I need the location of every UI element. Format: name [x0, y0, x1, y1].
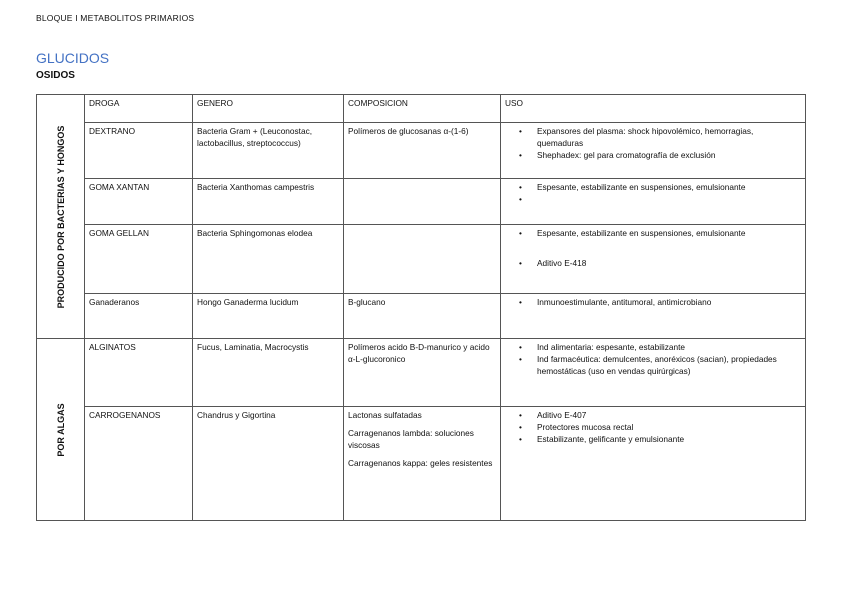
document-header: BLOQUE I METABOLITOS PRIMARIOS: [36, 13, 195, 23]
column-header-genero: GENERO: [193, 95, 344, 123]
uso-list: [505, 125, 801, 161]
genero-cell: Chandrus y Gigortina: [193, 407, 344, 521]
genero-cell: Bacteria Xanthomas campestris: [193, 179, 344, 225]
uso-item: • Estabilizante, gelificante y emulsionante: [537, 433, 801, 445]
uso-list: [505, 296, 801, 308]
composicion-text: Polímeros de glucosanas α-(1-6): [348, 126, 469, 136]
uso-item: • Expansores del plasma: shock hipovolémico, hemorragias, quemaduras: [537, 125, 801, 149]
uso-item: [537, 193, 801, 205]
uso-cell: [501, 179, 806, 225]
composicion-text: Carragenanos lambda: soluciones viscosas: [348, 428, 474, 450]
uso-item: • Aditivo E-418: [537, 257, 801, 269]
uso-cell: [501, 225, 806, 294]
composicion-text: Polímeros acido B-D-manurico y acido α-L-glucoronico: [348, 342, 490, 364]
genero-cell: Bacteria Gram + (Leuconostac, lactobacillus, streptococcus): [193, 123, 344, 179]
uso-item: • Aditivo E-407: [537, 409, 801, 421]
composicion-cell: [344, 294, 501, 339]
table-row: [37, 123, 806, 179]
table-row: [37, 294, 806, 339]
column-header-uso: USO: [501, 95, 806, 123]
column-header-droga: DROGA: [85, 95, 193, 123]
table-row: [37, 339, 806, 407]
genero-cell: Hongo Ganaderma lucidum: [193, 294, 344, 339]
droga-cell: DEXTRANO: [85, 123, 193, 179]
table-row: [37, 407, 806, 521]
composicion-text: Lactonas sulfatadas: [348, 410, 422, 420]
table-row: [37, 179, 806, 225]
group-label-cell: [37, 95, 85, 339]
uso-item: • Inmunoestimulante, antitumoral, antimicrobiano: [537, 296, 801, 308]
droga-cell: ALGINATOS: [85, 339, 193, 407]
uso-item: • Shephadex: gel para cromatografía de exclusión: [537, 149, 801, 161]
uso-cell: [501, 407, 806, 521]
composicion-cell: [344, 407, 501, 521]
osidos-table: [36, 94, 806, 521]
uso-item: • Protectores mucosa rectal: [537, 421, 801, 433]
genero-cell: Fucus, Laminatia, Macrocystis: [193, 339, 344, 407]
section-subtitle: OSIDOS: [36, 70, 75, 81]
table-row: [37, 225, 806, 294]
composicion-text: Carragenanos kappa: geles resistentes: [348, 458, 493, 468]
uso-list: [505, 227, 801, 269]
uso-list: [505, 409, 801, 445]
group-label: PRODUCIDO POR BACTERIAS Y HONGOS: [55, 125, 66, 308]
composicion-cell: [344, 339, 501, 407]
uso-cell: [501, 294, 806, 339]
uso-item: • Espesante, estabilizante en suspensiones, emulsionante: [537, 227, 801, 239]
group-label: POR ALGAS: [55, 402, 66, 457]
uso-item: • Espesante, estabilizante en suspensiones, emulsionante: [537, 181, 801, 193]
composicion-cell: [344, 123, 501, 179]
uso-list: [505, 181, 801, 205]
genero-cell: Bacteria Sphingomonas elodea: [193, 225, 344, 294]
droga-cell: Ganaderanos: [85, 294, 193, 339]
composicion-text: B-glucano: [348, 297, 386, 307]
composicion-cell: [344, 225, 501, 294]
section-title: GLUCIDOS: [36, 50, 110, 66]
group-label-cell: [37, 339, 85, 521]
uso-item: • Ind alimentaria: espesante, estabilizante: [537, 341, 801, 353]
uso-cell: [501, 123, 806, 179]
uso-list: [505, 341, 801, 377]
uso-item: • Ind farmacéutica: demulcentes, anoréxicos (sacian), propiedades hemostáticas (uso en vendas quirúrgicas): [537, 353, 801, 377]
droga-cell: GOMA GELLAN: [85, 225, 193, 294]
uso-cell: [501, 339, 806, 407]
droga-cell: GOMA XANTAN: [85, 179, 193, 225]
column-header-composicion: COMPOSICION: [344, 95, 501, 123]
droga-cell: CARROGENANOS: [85, 407, 193, 521]
header-row: [37, 95, 806, 123]
composicion-cell: [344, 179, 501, 225]
